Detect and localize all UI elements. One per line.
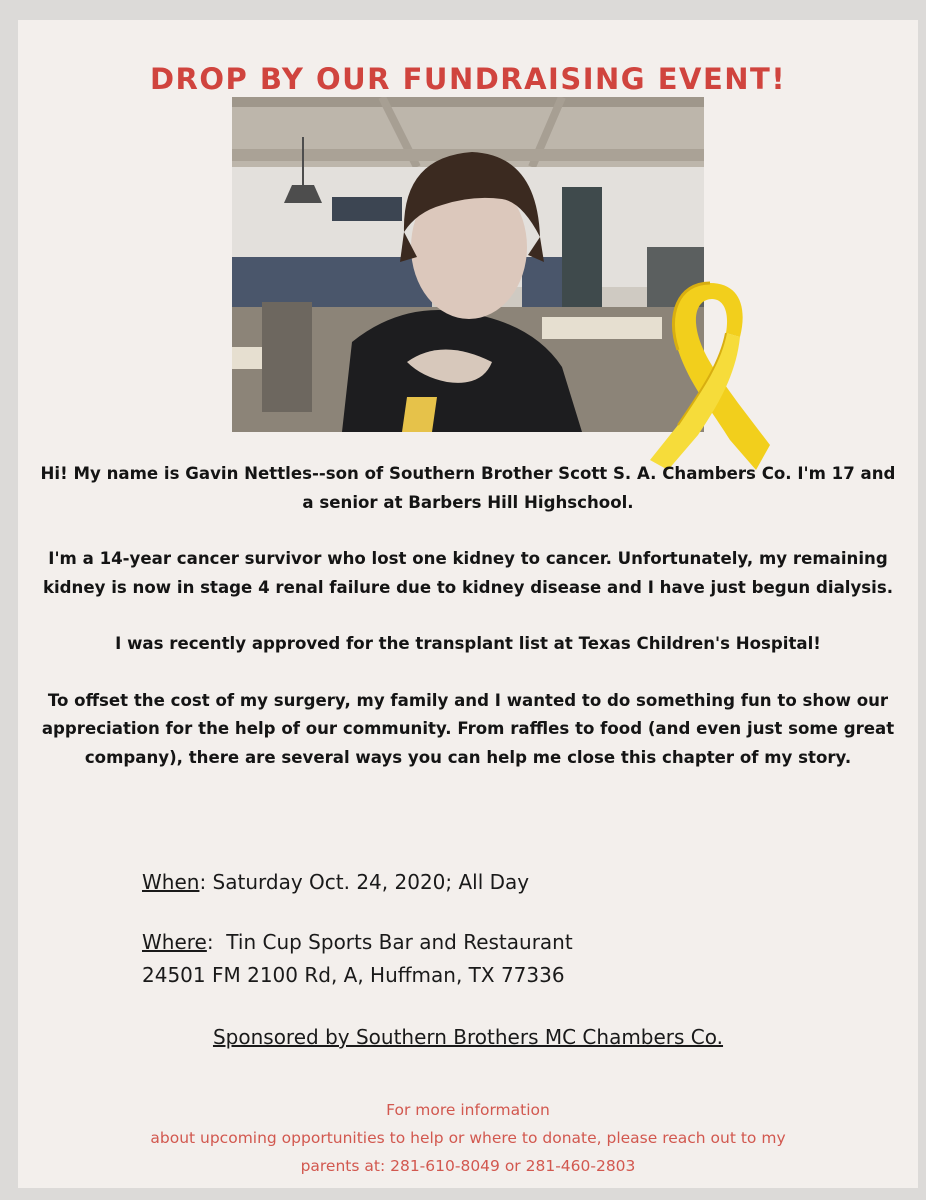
cancer-paragraph: I'm a 14-year cancer survivor who lost one kidney to cancer. Unfortunately, my remaining kidney is now in stage 4 renal failure due to kidney disease and I have just begun dialysis. (42, 549, 894, 597)
story-text (38, 460, 898, 800)
flyer-sheet (18, 20, 918, 1188)
appreciation-paragraph: To offset the cost of my surgery, my family and I wanted to do something fun to show our appreciation for the help of our community. From raffles to food (and even just some great company), there are several ways you can help me close this chapter of my story. (41, 690, 895, 767)
where-row: Where: Tin Cup Sports Bar and Restaurant 24501 FM 2100 Rd, A, Huffman, TX 77336 (142, 930, 573, 987)
where-address: 24501 FM 2100 Rd, A, Huffman, TX 77336 (142, 963, 565, 987)
intro-paragraph: Hi! My name is Gavin Nettles--son of Southern Brother Scott S. A. Chambers Co. I'm 17 and a senior at Barbers Hill Highschool. (40, 464, 896, 512)
when-label: When (142, 870, 200, 894)
transplant-paragraph: I was recently approved for the transplant list at Texas Children's Hospital! (115, 634, 821, 653)
when-value: Saturday Oct. 24, 2020; All Day (212, 870, 530, 894)
where-venue: Tin Cup Sports Bar and Restaurant (226, 930, 573, 954)
contact-line-2: about upcoming opportunities to help or where to donate, please reach out to my (150, 1129, 786, 1147)
flyer-title: DROP BY OUR FUNDRAISING EVENT! (149, 62, 787, 96)
event-details (142, 866, 573, 1019)
where-label: Where (142, 930, 207, 954)
contact-info (38, 1096, 898, 1180)
contact-line-3: parents at: 281-610-8049 or 281-460-2803 (300, 1157, 636, 1175)
yellow-awareness-ribbon-icon (638, 275, 778, 475)
when-row: When: Saturday Oct. 24, 2020; All Day (142, 870, 530, 894)
event-photo (232, 97, 704, 432)
sponsor-line: Sponsored by Southern Brothers MC Chambers Co. (212, 1025, 724, 1049)
contact-line-1: For more information (386, 1101, 550, 1119)
